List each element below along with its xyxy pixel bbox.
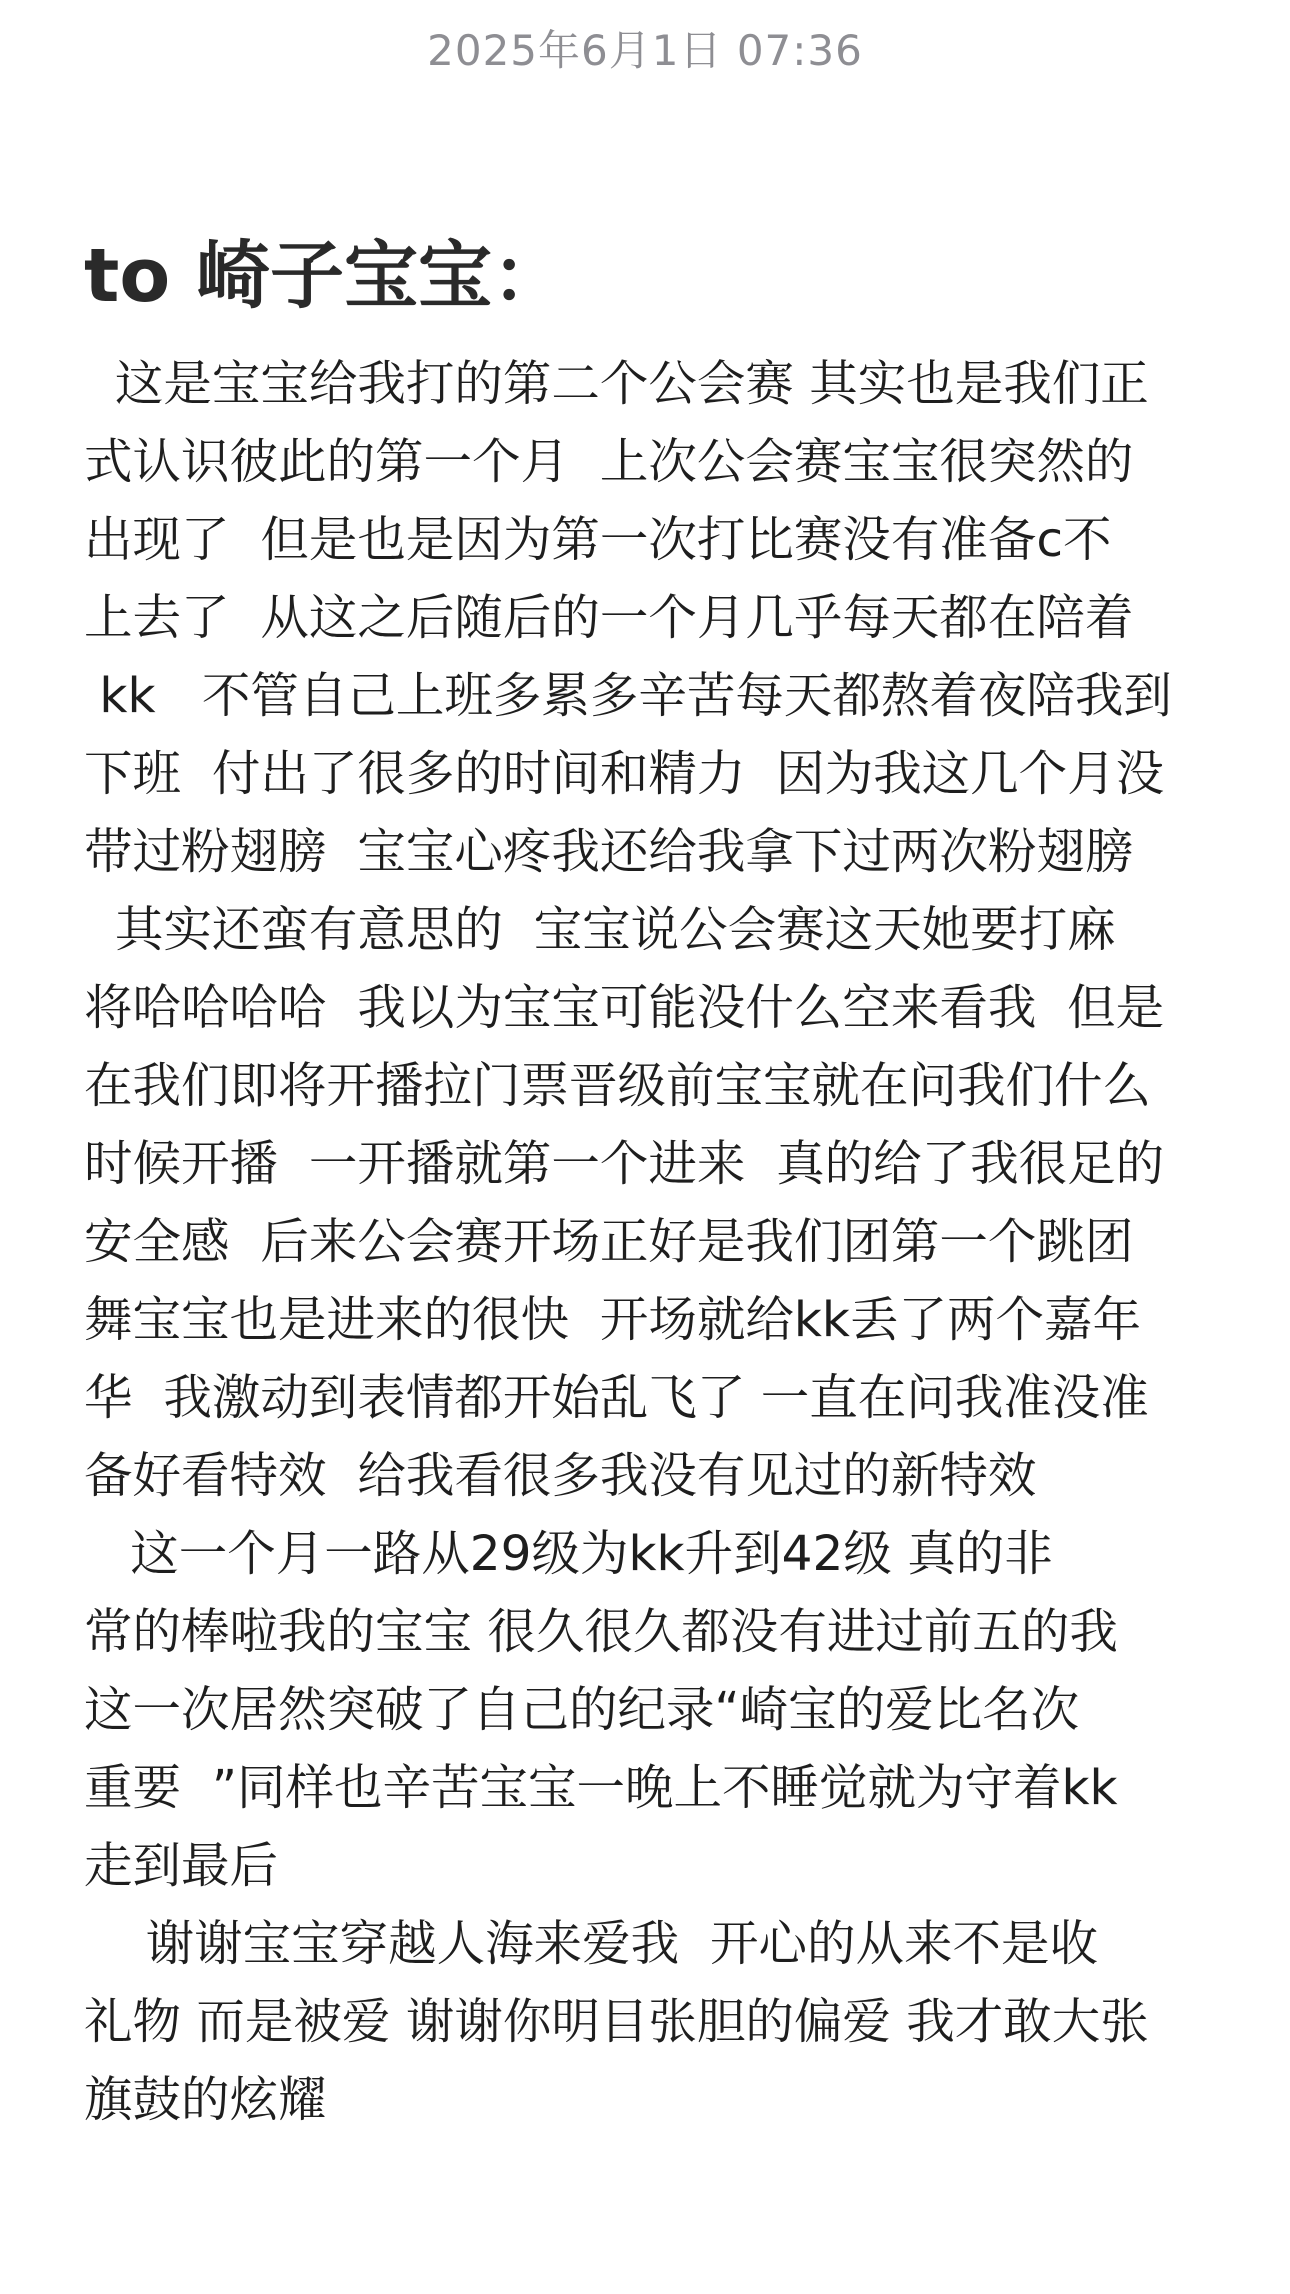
note-text-line: 带过粉翅膀 宝宝心疼我还给我拿下过两次粉翅膀 [84,824,1134,880]
note-title[interactable]: to 崎子宝宝： [84,233,566,319]
note-text-line: 舞宝宝也是进来的很快 开场就给kk丢了两个嘉年 [84,1292,1142,1348]
note-text-line: 这是宝宝给我打的第二个公会赛 其实也是我们正 [84,356,1149,412]
note-text-line: kk 不管自己上班多累多辛苦每天都熬着夜陪我到 [84,668,1172,724]
note-text-line: 走到最后 [84,1838,279,1894]
note-text-line: 在我们即将开播拉门票晋级前宝宝就在问我们什么 [84,1058,1152,1114]
note-text-line: 下班 付出了很多的时间和精力 因为我这几个月没 [84,746,1165,802]
note-text-line: 其实还蛮有意思的 宝宝说公会赛这天她要打麻 [84,902,1116,958]
note-text-line: 时候开播 一开播就第一个进来 真的给了我很足的 [84,1136,1165,1192]
note-text-line: 重要 ”同样也辛苦宝宝一晚上不睡觉就为守着kk [84,1760,1118,1816]
note-text-line: 谢谢宝宝穿越人海来爱我 开心的从来不是收 [84,1916,1099,1972]
note-text-line: 出现了 但是也是因为第一次打比赛没有准备c不 [84,512,1112,568]
note-text-line: 华 我激动到表情都开始乱飞了 一直在问我准没准 [84,1370,1149,1426]
note-text-line: 这一个月一路从29级为kk升到42级 真的非 [84,1526,1053,1582]
note-text-line: 式认识彼此的第一个月 上次公会赛宝宝很突然的 [84,434,1134,490]
note-text-line: 常的棒啦我的宝宝 很久很久都没有进过前五的我 [84,1604,1118,1660]
note-text-line: 礼物 而是被爱 谢谢你明目张胆的偏爱 我才敢大张 [84,1994,1149,2050]
note-text-line: 这一次居然突破了自己的纪录“崎宝的爱比名次 [84,1682,1080,1738]
bottom-safe-area [0,2278,1290,2294]
note-text-line: 安全感 后来公会赛开场正好是我们团第一个跳团 [84,1214,1134,1270]
note-timestamp: 2025年6月1日 07:36 [427,26,863,75]
note-text-line: 旗鼓的炫耀 [84,2072,327,2128]
note-text-line: 上去了 从这之后随后的一个月几乎每天都在陪着 [84,590,1134,646]
note-body[interactable] [84,345,1224,2139]
note-text-line: 备好看特效 给我看很多我没有见过的新特效 [84,1448,1037,1504]
note-text-line: 将哈哈哈哈 我以为宝宝可能没什么空来看我 但是 [84,980,1165,1036]
